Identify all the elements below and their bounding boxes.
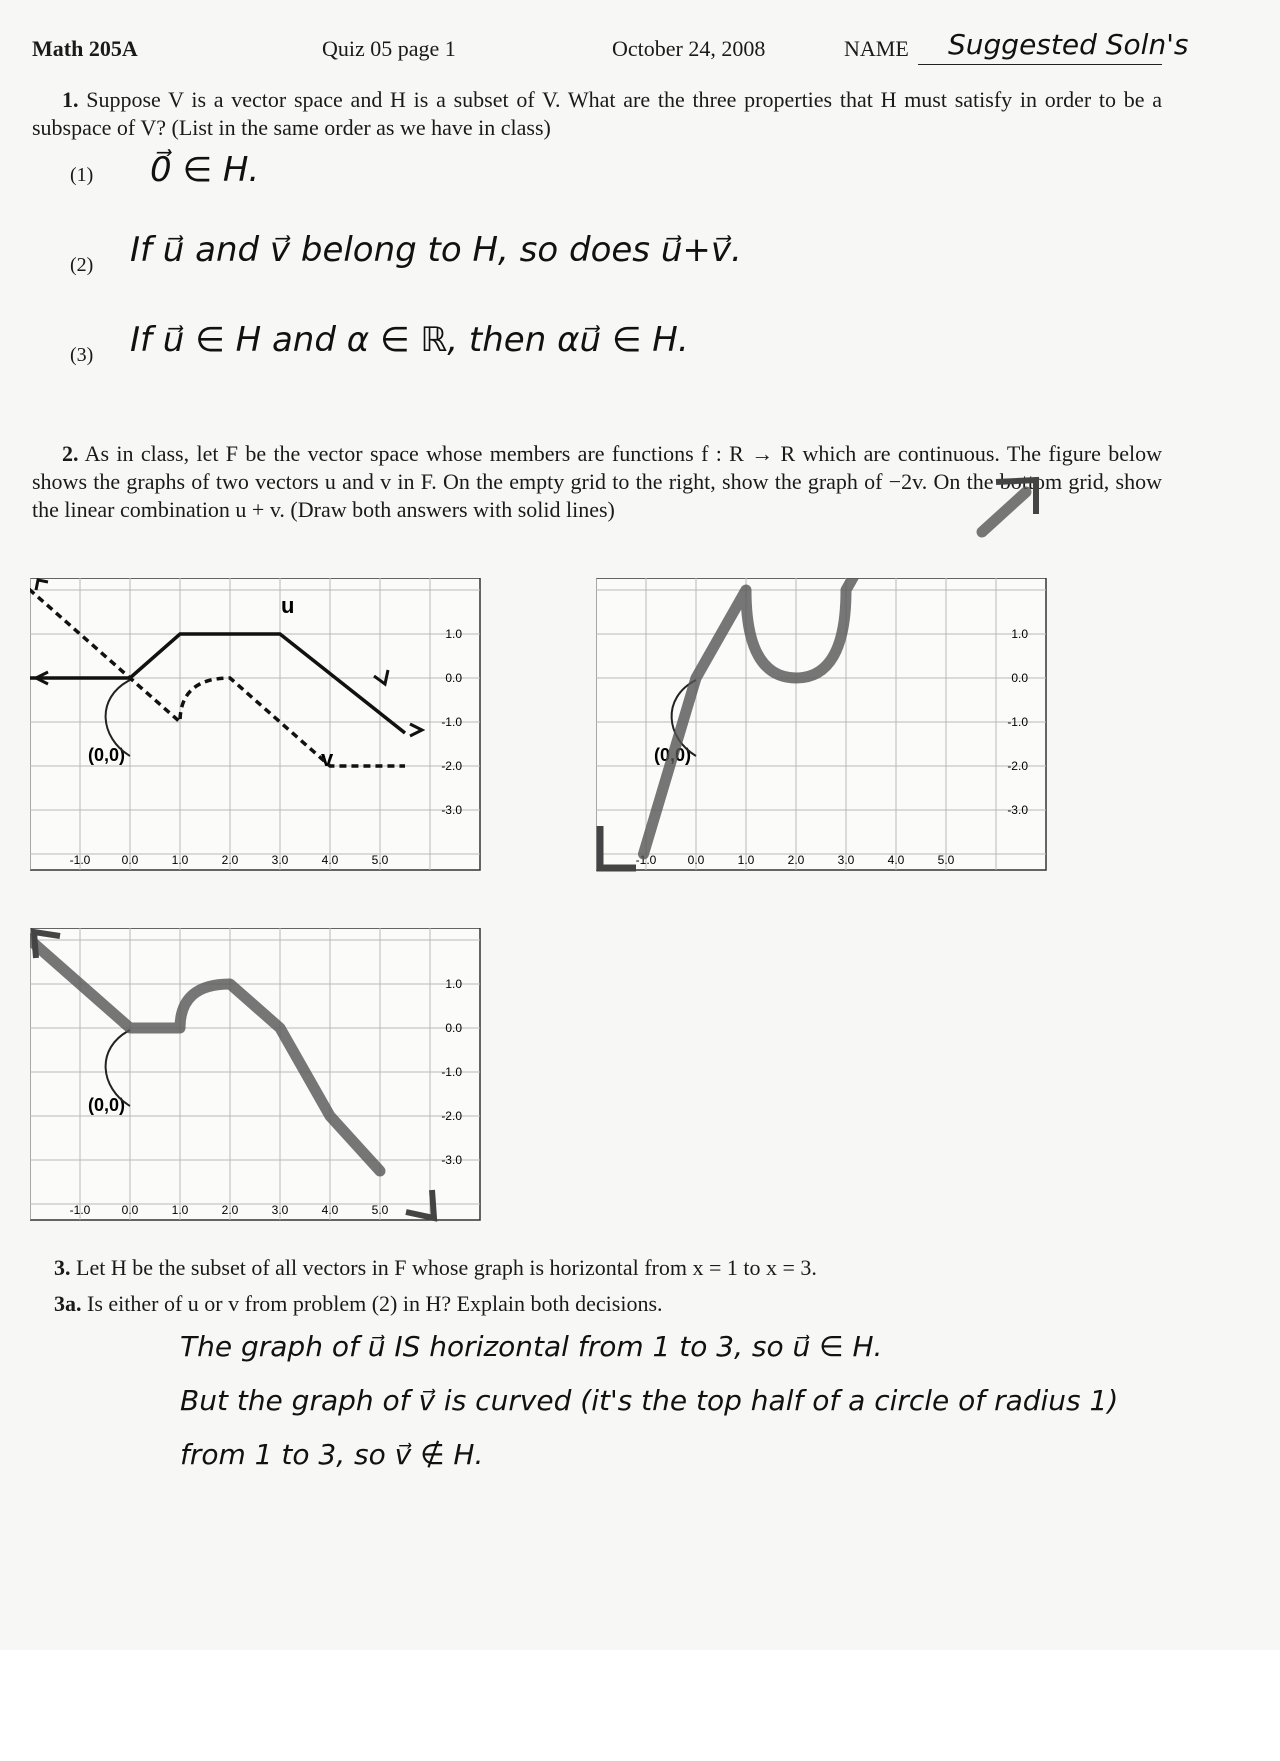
x-tick: 1.0 (737, 853, 755, 867)
x-tick: 5.0 (371, 1203, 389, 1217)
y-tick: -2.0 (441, 759, 462, 773)
x-tick: 4.0 (321, 853, 339, 867)
q3a-answer-line-1: The graph of u⃗ IS horizontal from 1 to 3, so u⃗ ∈ H. (180, 1330, 883, 1363)
y-tick: -2.0 (1007, 759, 1028, 773)
x-tick: 1.0 (171, 853, 189, 867)
graph-frame (596, 578, 1046, 870)
x-tick: 5.0 (937, 853, 955, 867)
y-tick: -3.0 (1007, 803, 1028, 817)
y-tick: 0.0 (445, 1021, 462, 1035)
y-tick: 0.0 (1011, 671, 1028, 685)
v-label: v (321, 746, 334, 771)
question-3-text: Let H be the subset of all vectors in F whose graph is horizontal from x = 1 to x = 3. (76, 1255, 817, 1280)
q1-item-3-answer: If u⃗ ∈ H and α ∈ ℝ, then αu⃗ ∈ H. (130, 320, 689, 360)
q1-item-2-answer: If u⃗ and v⃗ belong to H, so does u⃗+v⃗. (130, 230, 742, 270)
origin-label: (0,0) (654, 745, 692, 765)
x-tick: 5.0 (371, 853, 389, 867)
name-value: Suggested Soln's (948, 28, 1189, 61)
name-label: NAME (844, 36, 909, 61)
question-1 (32, 86, 1162, 142)
y-tick: 0.0 (445, 671, 462, 685)
y-tick: -2.0 (441, 1109, 462, 1123)
graph-u-v (30, 578, 482, 872)
question-3 (54, 1254, 1154, 1282)
y-tick: 1.0 (445, 977, 462, 991)
x-tick: 0.0 (121, 853, 139, 867)
x-tick: 4.0 (887, 853, 905, 867)
quiz-date: October 24, 2008 (612, 36, 766, 61)
y-tick: -1.0 (441, 715, 462, 729)
x-tick: 1.0 (171, 1203, 189, 1217)
q1-item-1-label: (1) (70, 164, 94, 186)
minus-2v-overflow-arrow (976, 470, 1066, 540)
question-2-text: As in class, let F be the vector space whose members are functions f : R → R which are continuous. The figure below shows the graphs of two vectors u and v in F. On the empty grid to the right, show the graph of −2v. On the bottom grid, show the linear combination u + v. (Draw both answers with solid lines) (32, 441, 1162, 522)
q1-item-3-label: (3) (70, 344, 94, 366)
question-3a-number: 3a. (54, 1291, 82, 1316)
x-tick: 0.0 (687, 853, 705, 867)
q3a-answer-line-2: But the graph of v⃗ is curved (it's the top half of a circle of radius 1) (180, 1384, 1119, 1417)
minus-2v-tail (982, 492, 1026, 532)
y-tick: -3.0 (441, 1153, 462, 1167)
u-label: u (281, 593, 295, 618)
x-tick: -1.0 (69, 853, 91, 867)
x-tick: 4.0 (321, 1203, 339, 1217)
origin-label: (0,0) (88, 745, 126, 765)
x-tick: -1.0 (69, 1203, 91, 1217)
question-3-number: 3. (54, 1255, 71, 1280)
y-tick: -1.0 (1007, 715, 1028, 729)
x-tick: 3.0 (271, 1203, 289, 1217)
x-tick: -1.0 (635, 853, 657, 867)
origin-label: (0,0) (88, 1095, 126, 1115)
graph-u-plus-v (30, 928, 482, 1222)
x-tick: 3.0 (837, 853, 855, 867)
question-2-number: 2. (62, 441, 79, 466)
course-title: Math 205A (32, 36, 138, 61)
graph-minus-2v (596, 578, 1048, 872)
name-underline (918, 64, 1162, 65)
q1-item-1-answer: 0⃗ ∈ H. (150, 150, 260, 190)
question-3a (54, 1290, 1154, 1318)
y-tick: 1.0 (1011, 627, 1028, 641)
x-tick: 2.0 (221, 1203, 239, 1217)
question-1-number: 1. (62, 87, 79, 112)
y-tick: 1.0 (445, 627, 462, 641)
y-tick: -1.0 (441, 1065, 462, 1079)
graph-frame (30, 928, 480, 1220)
x-tick: 2.0 (221, 853, 239, 867)
question-1-text: Suppose V is a vector space and H is a subset of V. What are the three properties that H must satisfy in order to be a subspace of V? (List in the same order as we have in class) (32, 87, 1162, 140)
q1-item-2-label: (2) (70, 254, 94, 276)
question-3a-text: Is either of u or v from problem (2) in H? Explain both decisions. (87, 1291, 663, 1316)
x-tick: 0.0 (121, 1203, 139, 1217)
q3a-answer-line-3: from 1 to 3, so v⃗ ∉ H. (180, 1438, 484, 1471)
x-tick: 3.0 (271, 853, 289, 867)
y-tick: -3.0 (441, 803, 462, 817)
x-tick: 2.0 (787, 853, 805, 867)
quiz-title: Quiz 05 page 1 (322, 36, 456, 61)
